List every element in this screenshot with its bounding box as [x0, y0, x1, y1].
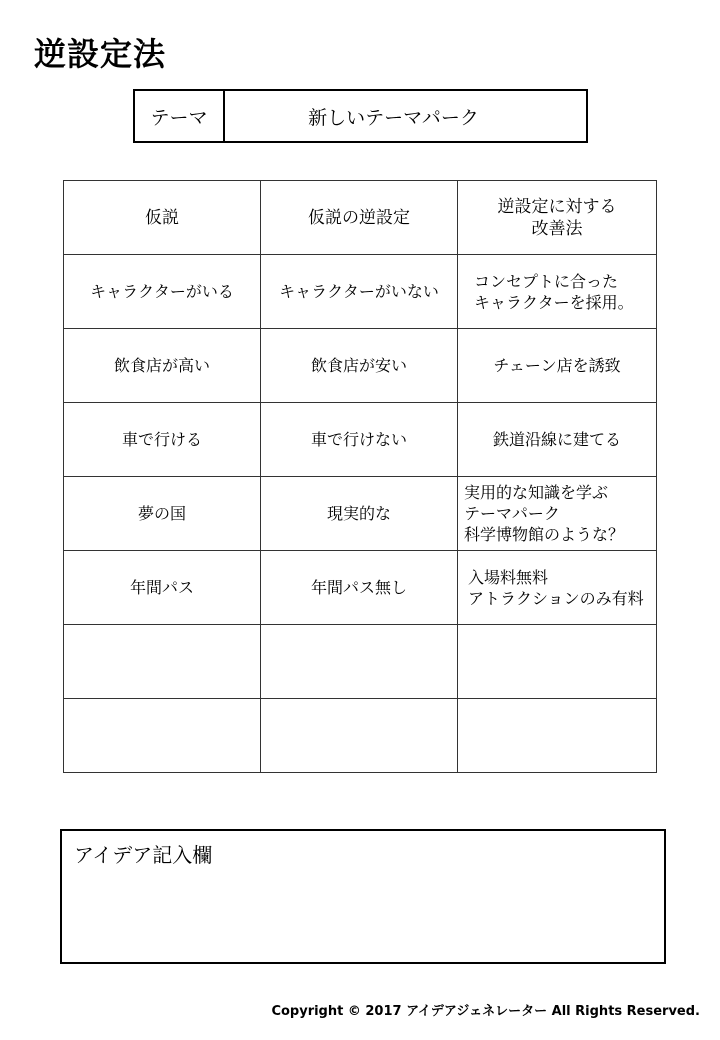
table-header-row	[64, 181, 657, 255]
header-improvement	[458, 181, 657, 255]
hypothesis-cell[interactable]	[64, 699, 261, 773]
improvement-line: 鉄道沿線に建てる	[492, 429, 621, 449]
improvement-line: アトラクションのみ有料	[468, 588, 644, 608]
table-row	[64, 477, 657, 551]
improvement-cell[interactable]	[458, 255, 657, 329]
theme-label: テーマ	[135, 91, 225, 141]
improvement-cell[interactable]	[458, 625, 657, 699]
reverse-cell[interactable]: 年間パス無し	[261, 551, 458, 625]
hypothesis-cell[interactable]	[64, 625, 261, 699]
table-row	[64, 551, 657, 625]
improvement-cell[interactable]	[458, 329, 657, 403]
reverse-cell[interactable]	[261, 699, 458, 773]
improvement-line: チェーン店を誘致	[493, 355, 621, 375]
reverse-cell[interactable]	[261, 625, 458, 699]
header-hypothesis: 仮説	[64, 181, 261, 255]
hypothesis-cell[interactable]: 車で行ける	[64, 403, 261, 477]
reverse-setting-table	[63, 180, 657, 773]
improvement-cell[interactable]	[458, 699, 657, 773]
idea-entry-label: アイデア記入欄	[74, 843, 213, 867]
reverse-cell[interactable]: キャラクターがいない	[261, 255, 458, 329]
table-row	[64, 403, 657, 477]
page-title: 逆設定法	[34, 35, 167, 73]
table-row	[64, 329, 657, 403]
theme-box	[133, 89, 588, 143]
hypothesis-cell[interactable]: 飲食店が高い	[64, 329, 261, 403]
improvement-line: コンセプトに合った	[474, 271, 619, 291]
improvement-cell[interactable]	[458, 403, 657, 477]
table-row	[64, 625, 657, 699]
improvement-cell[interactable]	[458, 551, 657, 625]
hypothesis-cell[interactable]: 夢の国	[64, 477, 261, 551]
copyright-notice: Copyright © 2017 アイデアジェネレーター All Rights Reserved.	[271, 1004, 700, 1019]
theme-value[interactable]: 新しいテーマパーク	[308, 106, 479, 129]
hypothesis-cell[interactable]: キャラクターがいる	[64, 255, 261, 329]
table-row	[64, 255, 657, 329]
header-improvement-line2: 改善法	[531, 218, 583, 239]
reverse-cell[interactable]: 車で行けない	[261, 403, 458, 477]
hypothesis-cell[interactable]: 年間パス	[64, 551, 261, 625]
improvement-line: 科学博物館のような？	[464, 525, 625, 544]
header-reverse-setting: 仮説の逆設定	[261, 181, 458, 255]
header-improvement-line1: 逆設定に対する	[497, 196, 617, 217]
improvement-line: テーマパーク	[464, 504, 560, 523]
table-row	[64, 699, 657, 773]
reverse-cell[interactable]: 飲食店が安い	[261, 329, 458, 403]
idea-entry-box[interactable]	[60, 829, 666, 964]
improvement-line: 実用的な知識を学ぶ	[464, 483, 609, 502]
improvement-line: キャラクターを採用。	[474, 292, 634, 312]
improvement-cell[interactable]	[458, 477, 657, 551]
reverse-cell[interactable]: 現実的な	[261, 477, 458, 551]
improvement-line: 入場料無料	[468, 567, 549, 587]
